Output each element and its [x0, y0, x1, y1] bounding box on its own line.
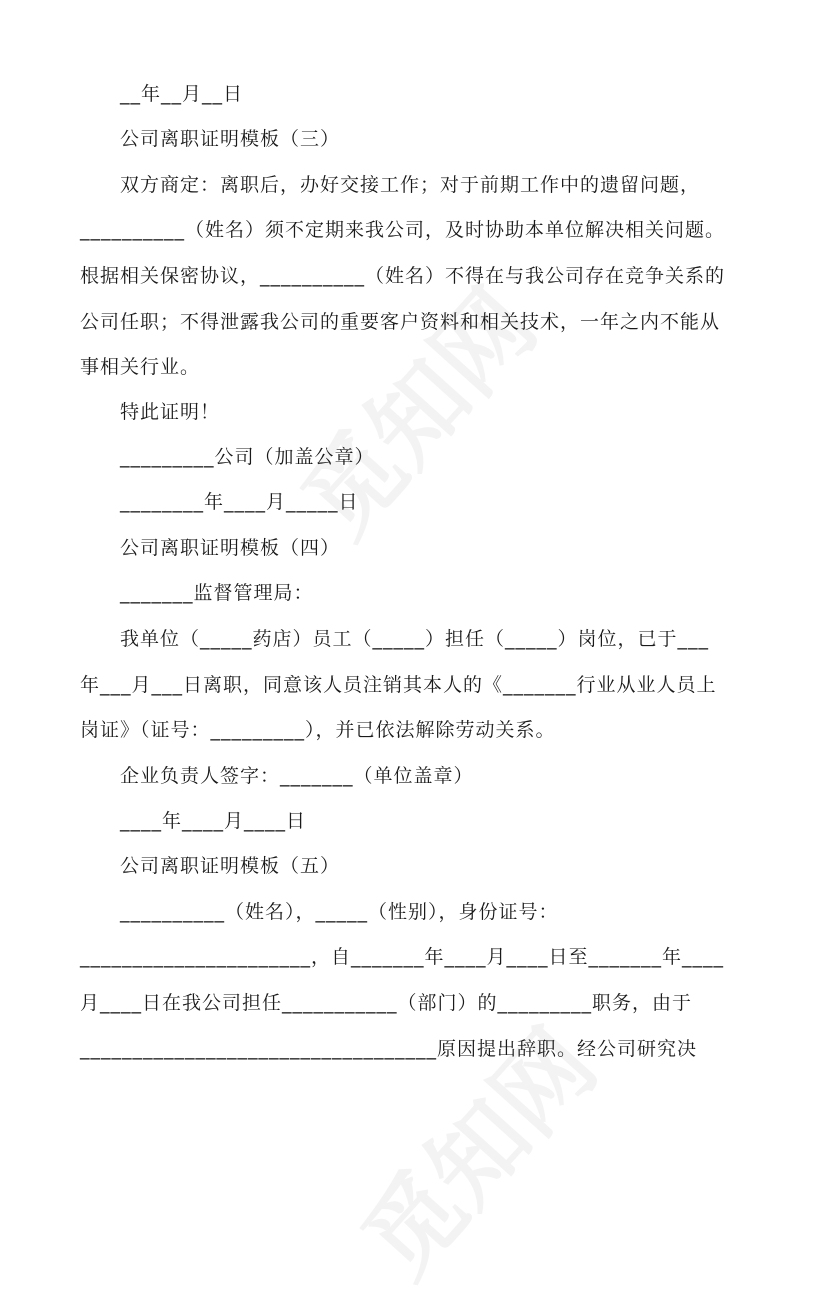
paragraph-line: 双方商定：离职后，办好交接工作；对于前期工作中的遗留问题， [120, 174, 701, 196]
paragraph-line: 根据相关保密协议，__________（姓名）不得在与我公司存在竞争关系的 [80, 265, 726, 287]
section-heading: 公司离职证明模板（三） [120, 128, 341, 150]
paragraph-line: 月____日在我公司担任___________（部门）的_________职务，由于 [80, 992, 693, 1014]
paragraph-line: 年___月___日离职，同意该人员注销其本人的《_______行业从业人员上 [80, 674, 717, 696]
date-line: ________年____月_____日 [120, 491, 359, 513]
paragraph-line: 特此证明！ [120, 401, 221, 423]
addressee-line: _______监督管理局： [120, 582, 314, 604]
paragraph-line: 岗证》（证号：_________），并已依法解除劳动关系。 [80, 719, 556, 741]
section-heading: 公司离职证明模板（五） [120, 855, 341, 877]
paragraph-line: 事相关行业。 [80, 356, 201, 378]
section-heading: 公司离职证明模板（四） [120, 537, 341, 559]
paragraph-line: __________________________________原因提出辞职。经公司研究决 [80, 1038, 698, 1060]
paragraph-line: __________（姓名）须不定期来我公司，及时协助本单位解决相关问题。 [80, 219, 726, 241]
paragraph-line: __________（姓名），_____（性别），身份证号： [120, 901, 559, 923]
watermark [267, 256, 562, 562]
paragraph-line: 公司任职；不得泄露我公司的重要客户资料和相关技术，一年之内不能从 [80, 311, 721, 333]
paragraph-line: 我单位（_____药店）员工（_____）担任（_____）岗位，已于___ [120, 628, 710, 650]
date-line: ____年____月____日 [120, 810, 307, 832]
signature-line: 企业负责人签字：_______（单位盖章） [120, 765, 474, 787]
company-seal-line: _________公司（加盖公章） [120, 446, 375, 468]
paragraph-line: ______________________，自_______年____月____日至_______年____ [80, 946, 725, 968]
date-line: __年__月__日 [120, 83, 244, 105]
